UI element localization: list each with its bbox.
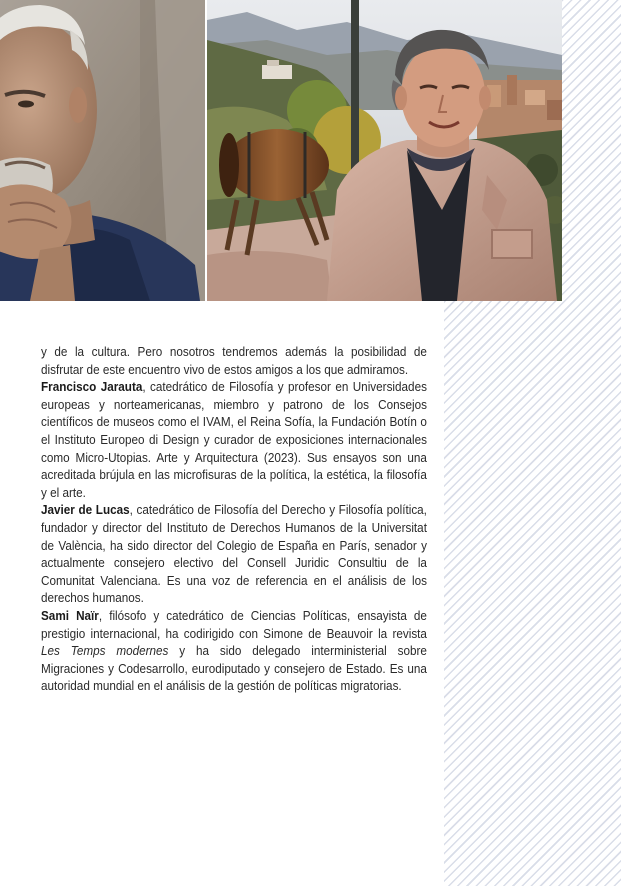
person-bio: , catedrático de Filosofía del Derecho y Filosofía política, fundador y director del Instituto de Derechos Humanos de la Universitat de València, ha sido director del Colegio de España en París, senador y actualmente consejero electivo del Consell Juridic Consultiu de la Comunitat Valenciana. Es una voz de referencia en el análisis de los derechos humanos. [41, 503, 427, 606]
bio-paragraph-nair [41, 608, 427, 696]
portrait-photo-right [207, 0, 562, 301]
person-name: Francisco Jarauta [41, 380, 143, 395]
person-name: Sami Naïr [41, 608, 99, 623]
person-bio-cont: y ha sido delegado interministerial sobre Migraciones y Codesarrollo, eurodiputado y consejero de Estado. Es una autoridad mundial en el análisis de la gestión de políticas migratorias. [41, 644, 427, 694]
bio-paragraph-de-lucas [41, 502, 427, 608]
person-bio: , catedrático de Filosofía y profesor en Universidades europeas y norteamericanas, miembro y patrono de los Consejos científicos de museos como el IVAM, el Reina Sofía, la Fundación Botín o el Instituto Europeo di Design y curador de exposiciones internacionales como Micro-Utopias. Arte y Arquitectura (2023). Sus ensayos son una acreditada brújula en las microfisuras de la política, la estética, la filosofía y el arte. [41, 380, 427, 500]
person-name: Javier de Lucas [41, 503, 130, 518]
portrait-photo-left [0, 0, 205, 301]
intro-paragraph: y de la cultura. Pero nosotros tendremos además la posibilidad de disfrutar de este encuentro vivo de estos amigos a los que admiramos. [41, 345, 427, 377]
article-text [41, 344, 427, 696]
person-bio: , filósofo y catedrático de Ciencias Políticas, ensayista de prestigio internacional, ha codirigido con Simone de Beauvoir la revista [41, 608, 427, 641]
bio-paragraph-jarauta [41, 379, 427, 502]
journal-title: Les Temps modernes [41, 644, 169, 659]
